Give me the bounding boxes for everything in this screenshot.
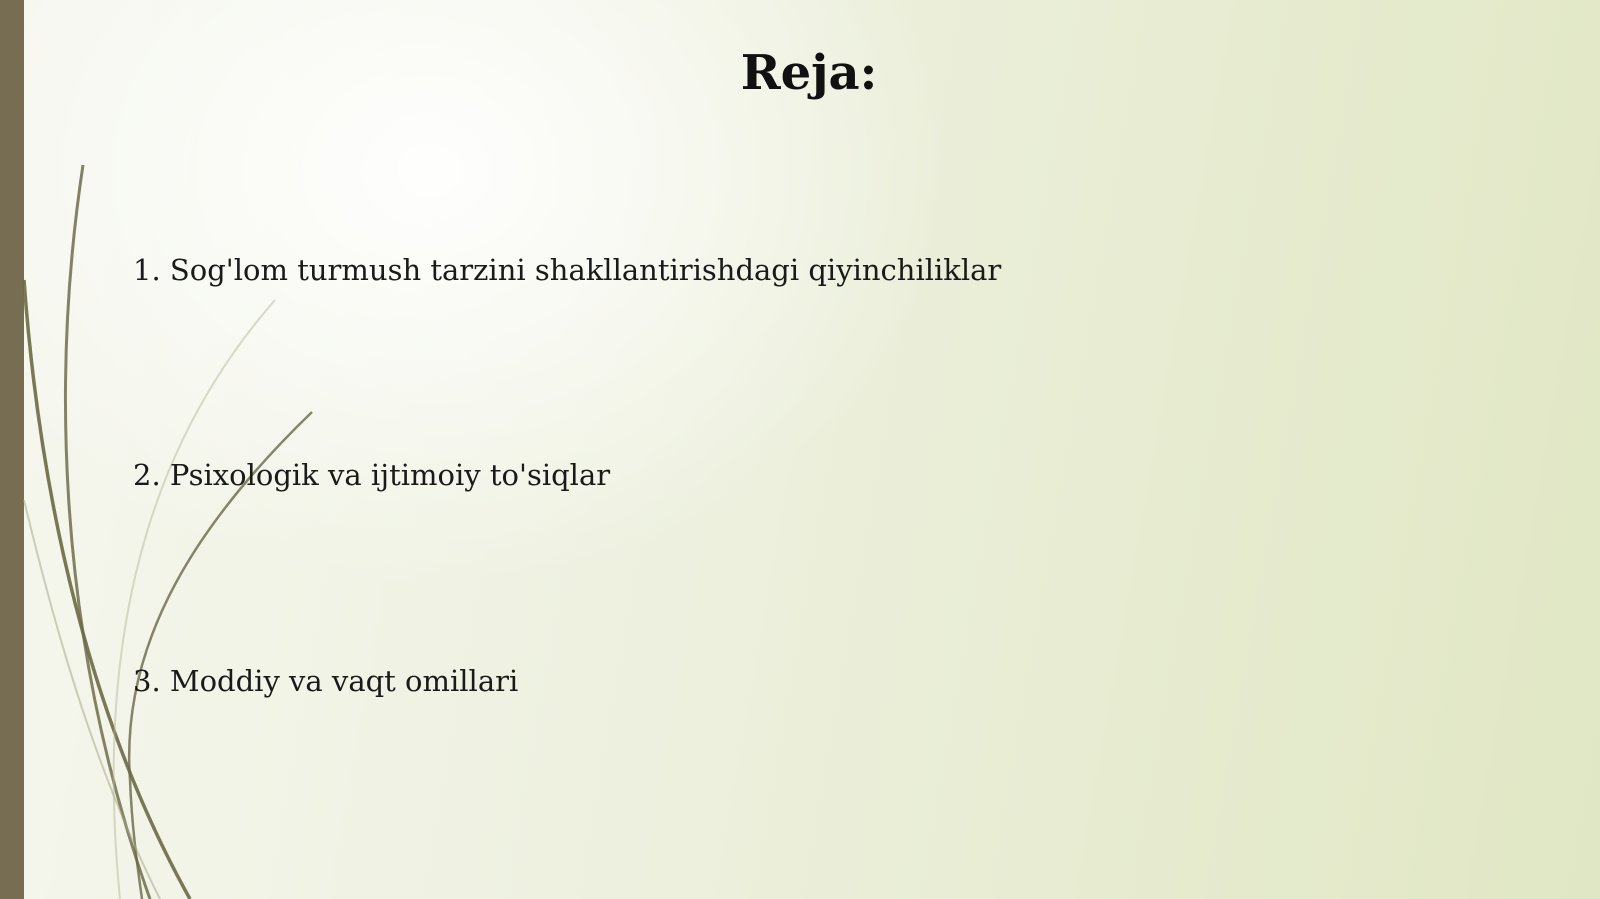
- plan-item-3: 3. Moddiy va vaqt omillari: [133, 664, 519, 698]
- plan-item-1: 1. Sog'lom turmush tarzini shakllantirishdagi qiyinchiliklar: [133, 253, 1002, 287]
- grass-stem-decoration: [0, 0, 340, 899]
- plan-item-2: 2. Psixologik va ijtimoiy to'siqlar: [133, 458, 611, 492]
- slide-title: Reja:: [740, 45, 878, 101]
